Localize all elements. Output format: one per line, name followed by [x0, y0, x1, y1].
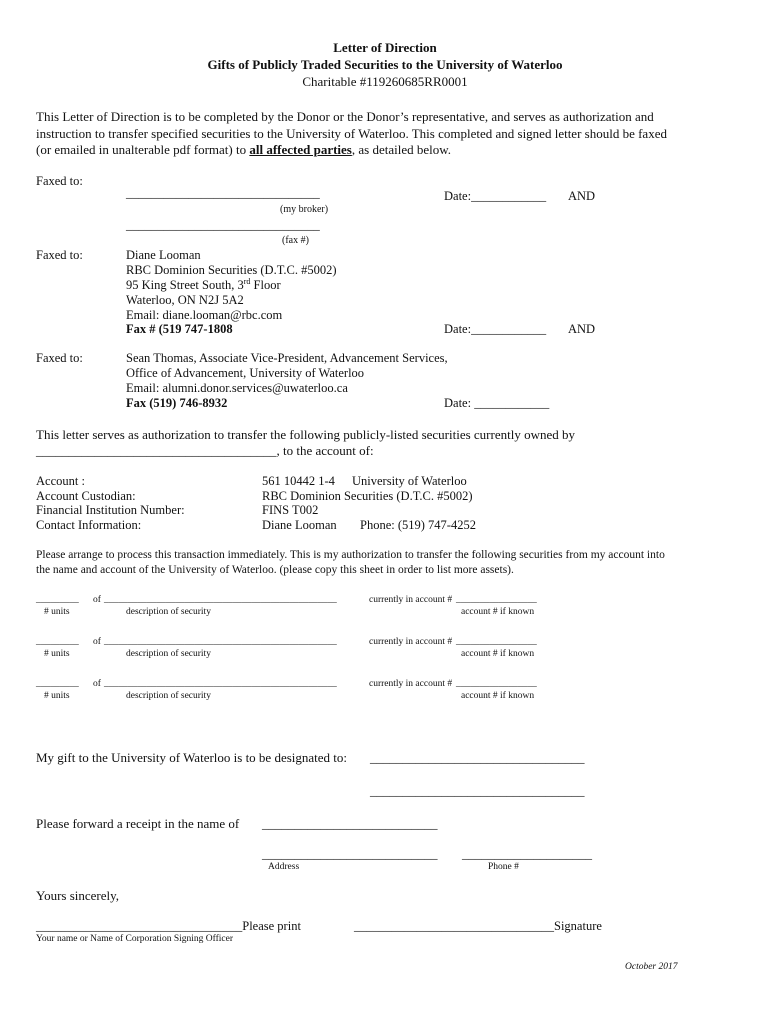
signature-field[interactable]: ________________________________Signature — [354, 919, 602, 933]
desc-caption: description of security — [126, 649, 211, 659]
contact-phone: Phone: (519) 747-4252 — [360, 518, 476, 532]
contact-label: Contact Information: — [36, 518, 142, 532]
yours-sincerely: Yours sincerely, — [36, 888, 120, 903]
please-print-label: Please print — [242, 919, 301, 933]
charitable-number: Charitable #119260685RR0001 — [302, 74, 468, 89]
uw-office: Office of Advancement, University of Waterloo — [126, 366, 365, 380]
of-label: of — [93, 637, 101, 647]
page-subtitle: Gifts of Publicly Traded Securities to the University of Waterloo — [207, 57, 563, 72]
desc-caption: description of security — [126, 691, 211, 701]
designation-field-2[interactable]: _________________________________ — [370, 783, 585, 798]
faxed-to-label-uw: Faxed to: — [36, 351, 83, 365]
uw-fax: Fax (519) 746-8932 — [126, 396, 228, 410]
units-caption: # units — [44, 607, 70, 617]
name-caption: Your name or Name of Corporation Signing Officer — [36, 934, 234, 944]
description-field[interactable]: _________________________________________________ — [104, 595, 337, 605]
rbc-email: Email: diane.looman@rbc.com — [126, 308, 283, 322]
designation-field-1[interactable]: _________________________________ — [370, 750, 585, 765]
units-caption: # units — [44, 691, 70, 701]
print-name-field[interactable]: _________________________________Please print — [36, 919, 301, 933]
phone-caption: Phone # — [488, 862, 519, 872]
account-name: University of Waterloo — [352, 474, 467, 488]
all-affected-parties: all affected parties — [249, 142, 352, 157]
designation-label: My gift to the University of Waterloo is to be designated to: — [36, 750, 348, 765]
receipt-label: Please forward a receipt in the name of — [36, 816, 240, 831]
account-field[interactable]: _________________ — [456, 679, 537, 689]
authorization-line-2[interactable]: _____________________________________, to the account of: — [36, 443, 374, 458]
units-field[interactable]: _________ — [36, 679, 79, 689]
receipt-name-field[interactable]: ___________________________ — [262, 816, 438, 831]
faxed-to-label-rbc: Faxed to: — [36, 248, 83, 262]
rbc-date-field[interactable]: Date:____________ — [444, 322, 547, 336]
uw-contact-name: Sean Thomas, Associate Vice-President, Advancement Services, — [126, 351, 448, 365]
acct-caption: account # if known — [461, 649, 535, 659]
account-field[interactable]: _________________ — [456, 595, 537, 605]
description-field[interactable]: _________________________________________________ — [104, 637, 337, 647]
acct-caption: account # if known — [461, 691, 535, 701]
receipt-address-field[interactable]: ___________________________ — [262, 846, 438, 861]
intro-line-3: (or emailed in unalterable pdf format) to all affected parties, as detailed below. — [36, 142, 452, 157]
account-label: Account : — [36, 474, 85, 488]
broker-caption: (my broker) — [280, 204, 329, 215]
of-label: of — [93, 679, 101, 689]
uw-date-field[interactable]: Date: ____________ — [444, 396, 550, 410]
fins-number: FINS T002 — [262, 503, 319, 517]
units-field[interactable]: _________ — [36, 595, 79, 605]
and-label-1: AND — [568, 189, 596, 203]
fins-label: Financial Institution Number: — [36, 503, 185, 517]
account-custodian: RBC Dominion Securities (D.T.C. #5002) — [262, 489, 473, 503]
rbc-fax: Fax # (519 747-1808 — [126, 322, 233, 336]
rbc-address: 95 King Street South, 3rd Floor — [126, 276, 281, 292]
intro-line-1: This Letter of Direction is to be completed by the Donor or the Donor’s representative, and serves as authorization and — [36, 109, 654, 124]
broker-date-field[interactable]: Date:____________ — [444, 189, 547, 203]
faxed-to-label-broker: Faxed to: — [36, 174, 83, 188]
account-label-text: currently in account # — [369, 679, 453, 689]
description-field[interactable]: _________________________________________________ — [104, 679, 337, 689]
broker-fax-line[interactable]: _______________________________ — [126, 218, 320, 232]
arrange-line-1: Please arrange to process this transaction immediately. This is my authorization to transfer the following securities from my account into — [36, 549, 665, 561]
address-caption: Address — [268, 862, 300, 872]
account-label-text: currently in account # — [369, 637, 453, 647]
receipt-phone-field[interactable]: ____________________ — [462, 846, 592, 861]
and-label-2: AND — [568, 322, 596, 336]
broker-name-line[interactable]: _______________________________ — [126, 186, 320, 200]
uw-email: Email: alumni.donor.services@uwaterloo.ca — [126, 381, 348, 395]
rbc-city: Waterloo, ON N2J 5A2 — [126, 293, 244, 307]
custodian-label: Account Custodian: — [36, 489, 136, 503]
account-number: 561 10442 1-4 — [262, 474, 335, 488]
intro-line-2: instruction to transfer specified securities to the University of Waterloo. This completed and signed letter should be faxed — [36, 126, 667, 141]
units-caption: # units — [44, 649, 70, 659]
contact-name: Diane Looman — [262, 518, 337, 532]
signature-label: Signature — [554, 919, 602, 933]
page-title: Letter of Direction — [333, 40, 437, 55]
units-field[interactable]: _________ — [36, 637, 79, 647]
rbc-contact-name: Diane Looman — [126, 248, 201, 262]
of-label: of — [93, 595, 101, 605]
account-field[interactable]: _________________ — [456, 637, 537, 647]
arrange-line-2: the name and account of the University of Waterloo. (please copy this sheet in order to list more assets). — [36, 564, 514, 576]
desc-caption: description of security — [126, 607, 211, 617]
rbc-firm: RBC Dominion Securities (D.T.C. #5002) — [126, 263, 337, 277]
account-label-text: currently in account # — [369, 595, 453, 605]
footer-date: October 2017 — [625, 962, 678, 972]
authorization-line-1: This letter serves as authorization to transfer the following publicly-listed securities currently owned by — [36, 427, 575, 442]
acct-caption: account # if known — [461, 607, 535, 617]
fax-caption: (fax #) — [282, 235, 309, 246]
